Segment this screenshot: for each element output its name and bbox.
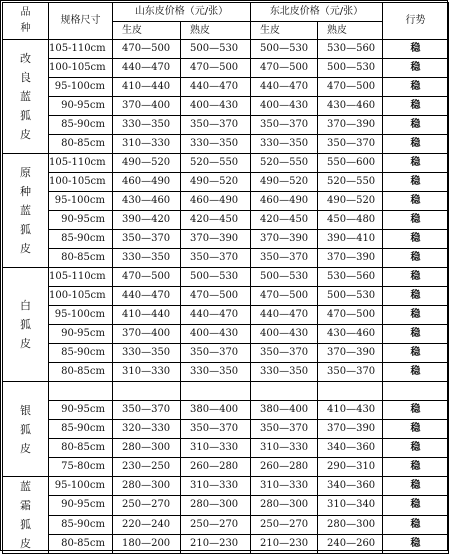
dongbei-cooked-price: 430—460 bbox=[318, 325, 383, 344]
shandong-cooked-price: 370—390 bbox=[181, 230, 251, 249]
shandong-raw-price: 440—470 bbox=[113, 59, 181, 78]
shandong-raw-price: 330—350 bbox=[113, 116, 181, 135]
dongbei-raw-price: 280—300 bbox=[251, 496, 318, 515]
table-row bbox=[3, 268, 449, 287]
shandong-cooked-price: 280—300 bbox=[181, 496, 251, 515]
shandong-cooked-price: 330—350 bbox=[181, 135, 251, 154]
header-shandong-price: 山东皮价格（元/张） bbox=[113, 3, 251, 22]
size-cell: 95-100cm bbox=[49, 78, 113, 97]
table-row bbox=[3, 439, 449, 458]
table-row bbox=[3, 344, 449, 363]
size-cell bbox=[49, 382, 113, 401]
shandong-cooked-price: 330—350 bbox=[181, 363, 251, 382]
trend-cell: 稳 bbox=[383, 287, 449, 306]
shandong-raw-price: 250—270 bbox=[113, 496, 181, 515]
size-cell: 100-105cm bbox=[49, 173, 113, 192]
dongbei-raw-price: 250—270 bbox=[251, 515, 318, 534]
dongbei-cooked-price: 430—460 bbox=[318, 97, 383, 116]
trend-cell: 稳 bbox=[383, 515, 449, 534]
dongbei-raw-price: 520—550 bbox=[251, 154, 318, 173]
size-cell: 85-90cm bbox=[49, 515, 113, 534]
trend-cell: 稳 bbox=[383, 135, 449, 154]
table-row bbox=[3, 154, 449, 173]
size-cell: 95-100cm bbox=[49, 306, 113, 325]
dongbei-cooked-price: 390—410 bbox=[318, 230, 383, 249]
shandong-cooked-price: 400—430 bbox=[181, 325, 251, 344]
dongbei-cooked-price: 470—500 bbox=[318, 78, 383, 97]
trend-cell: 稳 bbox=[383, 439, 449, 458]
dongbei-raw-price: 420—450 bbox=[251, 211, 318, 230]
size-cell: 90-95cm bbox=[49, 97, 113, 116]
trend-cell: 稳 bbox=[383, 363, 449, 382]
table-row bbox=[3, 211, 449, 230]
shandong-cooked-price: 440—470 bbox=[181, 78, 251, 97]
shandong-cooked-price: 420—450 bbox=[181, 211, 251, 230]
shandong-raw-price: 370—400 bbox=[113, 325, 181, 344]
shandong-raw-price: 460—490 bbox=[113, 173, 181, 192]
product-name-cell: 原种蓝狐皮 bbox=[3, 154, 49, 268]
table-row bbox=[3, 306, 449, 325]
trend-cell: 稳 bbox=[383, 59, 449, 78]
shandong-raw-price: 350—370 bbox=[113, 401, 181, 420]
shandong-raw-price: 410—440 bbox=[113, 306, 181, 325]
trend-cell: 稳 bbox=[383, 249, 449, 268]
dongbei-cooked-price: 520—550 bbox=[318, 173, 383, 192]
size-cell: 90-95cm bbox=[49, 401, 113, 420]
shandong-raw-price: 370—400 bbox=[113, 97, 181, 116]
shandong-raw-price: 230—250 bbox=[113, 458, 181, 477]
table-row bbox=[3, 477, 449, 496]
dongbei-cooked-price bbox=[318, 382, 383, 401]
shandong-raw-price: 320—330 bbox=[113, 420, 181, 439]
trend-cell: 稳 bbox=[383, 173, 449, 192]
shandong-cooked-price: 440—470 bbox=[181, 306, 251, 325]
trend-cell: 稳 bbox=[383, 230, 449, 249]
shandong-cooked-price: 380—400 bbox=[181, 401, 251, 420]
shandong-raw-price: 180—200 bbox=[113, 534, 181, 553]
dongbei-raw-price: 370—390 bbox=[251, 230, 318, 249]
header-trend: 行势 bbox=[383, 3, 449, 40]
shandong-raw-price: 330—350 bbox=[113, 344, 181, 363]
trend-cell: 稳 bbox=[383, 306, 449, 325]
dongbei-raw-price: 350—370 bbox=[251, 249, 318, 268]
size-cell: 105-110cm bbox=[49, 40, 113, 59]
shandong-cooked-price: 210—230 bbox=[181, 534, 251, 553]
table-row bbox=[3, 496, 449, 515]
size-cell: 90-95cm bbox=[49, 325, 113, 344]
shandong-cooked-price: 500—530 bbox=[181, 40, 251, 59]
header-product: 品种 bbox=[3, 3, 49, 40]
dongbei-raw-price: 350—370 bbox=[251, 420, 318, 439]
dongbei-raw-price: 440—470 bbox=[251, 78, 318, 97]
dongbei-cooked-price: 280—300 bbox=[318, 515, 383, 534]
table-row bbox=[3, 40, 449, 59]
product-name-cell: 银狐皮 bbox=[3, 382, 49, 477]
trend-cell: 稳 bbox=[383, 116, 449, 135]
shandong-raw-price: 470—500 bbox=[113, 268, 181, 287]
trend-cell: 稳 bbox=[383, 496, 449, 515]
dongbei-raw-price: 310—330 bbox=[251, 439, 318, 458]
shandong-raw-price: 280—300 bbox=[113, 477, 181, 496]
table-row bbox=[3, 401, 449, 420]
table-row bbox=[3, 515, 449, 534]
shandong-cooked-price: 350—370 bbox=[181, 420, 251, 439]
shandong-cooked-price: 460—490 bbox=[181, 192, 251, 211]
dongbei-raw-price: 330—350 bbox=[251, 363, 318, 382]
header-size: 规格尺寸 bbox=[49, 3, 113, 40]
table-row bbox=[3, 287, 449, 306]
dongbei-cooked-price: 550—600 bbox=[318, 154, 383, 173]
size-cell: 80-85cm bbox=[49, 439, 113, 458]
size-cell: 90-95cm bbox=[49, 211, 113, 230]
size-cell: 85-90cm bbox=[49, 116, 113, 135]
dongbei-cooked-price: 240—260 bbox=[318, 534, 383, 553]
dongbei-cooked-price: 500—530 bbox=[318, 59, 383, 78]
dongbei-raw-price: 490—520 bbox=[251, 173, 318, 192]
size-cell: 80-85cm bbox=[49, 249, 113, 268]
table-row bbox=[3, 97, 449, 116]
trend-cell: 稳 bbox=[383, 154, 449, 173]
shandong-cooked-price: 470—500 bbox=[181, 287, 251, 306]
shandong-raw-price: 410—440 bbox=[113, 78, 181, 97]
dongbei-cooked-price: 370—390 bbox=[318, 420, 383, 439]
dongbei-raw-price: 380—400 bbox=[251, 401, 318, 420]
table-row bbox=[3, 249, 449, 268]
table-row bbox=[3, 116, 449, 135]
dongbei-raw-price: 470—500 bbox=[251, 287, 318, 306]
trend-cell: 稳 bbox=[383, 401, 449, 420]
shandong-raw-price: 280—300 bbox=[113, 439, 181, 458]
shandong-raw-price: 430—460 bbox=[113, 192, 181, 211]
header-sd-cooked: 熟皮 bbox=[181, 22, 251, 40]
dongbei-raw-price: 440—470 bbox=[251, 306, 318, 325]
dongbei-cooked-price: 410—430 bbox=[318, 401, 383, 420]
dongbei-cooked-price: 290—310 bbox=[318, 458, 383, 477]
header-sd-raw: 生皮 bbox=[113, 22, 181, 40]
dongbei-cooked-price: 370—390 bbox=[318, 249, 383, 268]
dongbei-raw-price: 310—330 bbox=[251, 477, 318, 496]
size-cell: 100-105cm bbox=[49, 287, 113, 306]
trend-cell: 稳 bbox=[383, 458, 449, 477]
shandong-raw-price bbox=[113, 382, 181, 401]
table-row bbox=[3, 534, 449, 553]
header-db-raw: 生皮 bbox=[251, 22, 318, 40]
size-cell: 80-85cm bbox=[49, 135, 113, 154]
shandong-raw-price: 330—350 bbox=[113, 249, 181, 268]
size-cell: 90-95cm bbox=[49, 496, 113, 515]
table-row bbox=[3, 363, 449, 382]
product-name-cell: 改良蓝狐皮 bbox=[3, 40, 49, 154]
dongbei-raw-price: 400—430 bbox=[251, 325, 318, 344]
trend-cell: 稳 bbox=[383, 534, 449, 553]
shandong-cooked-price: 350—370 bbox=[181, 249, 251, 268]
dongbei-raw-price: 400—430 bbox=[251, 97, 318, 116]
size-cell: 85-90cm bbox=[49, 230, 113, 249]
dongbei-cooked-price: 450—480 bbox=[318, 211, 383, 230]
dongbei-raw-price: 460—490 bbox=[251, 192, 318, 211]
dongbei-cooked-price: 340—360 bbox=[318, 477, 383, 496]
dongbei-raw-price: 500—530 bbox=[251, 40, 318, 59]
size-cell: 85-90cm bbox=[49, 420, 113, 439]
size-cell: 75-80cm bbox=[49, 458, 113, 477]
shandong-cooked-price bbox=[181, 382, 251, 401]
fox-fur-price-table bbox=[2, 2, 449, 554]
shandong-raw-price: 220—240 bbox=[113, 515, 181, 534]
shandong-cooked-price: 350—370 bbox=[181, 116, 251, 135]
header-dongbei-price: 东北皮价格（元/张） bbox=[251, 3, 383, 22]
dongbei-cooked-price: 310—340 bbox=[318, 496, 383, 515]
trend-cell: 稳 bbox=[383, 211, 449, 230]
header-row-1 bbox=[3, 3, 449, 22]
table-row bbox=[3, 420, 449, 439]
dongbei-raw-price: 470—500 bbox=[251, 59, 318, 78]
product-name-cell: 白狐皮 bbox=[3, 268, 49, 382]
size-cell: 95-100cm bbox=[49, 477, 113, 496]
size-cell: 80-85cm bbox=[49, 363, 113, 382]
trend-cell: 稳 bbox=[383, 192, 449, 211]
shandong-cooked-price: 500—530 bbox=[181, 268, 251, 287]
trend-cell: 稳 bbox=[383, 477, 449, 496]
shandong-raw-price: 470—500 bbox=[113, 40, 181, 59]
dongbei-raw-price: 330—350 bbox=[251, 135, 318, 154]
trend-cell: 稳 bbox=[383, 420, 449, 439]
shandong-cooked-price: 490—520 bbox=[181, 173, 251, 192]
shandong-raw-price: 490—520 bbox=[113, 154, 181, 173]
dongbei-cooked-price: 370—390 bbox=[318, 344, 383, 363]
shandong-cooked-price: 250—270 bbox=[181, 515, 251, 534]
dongbei-cooked-price: 350—370 bbox=[318, 135, 383, 154]
dongbei-raw-price: 350—370 bbox=[251, 344, 318, 363]
header-db-cooked: 熟皮 bbox=[318, 22, 383, 40]
dongbei-raw-price: 260—280 bbox=[251, 458, 318, 477]
size-cell: 85-90cm bbox=[49, 344, 113, 363]
trend-cell: 稳 bbox=[383, 78, 449, 97]
dongbei-cooked-price: 490—520 bbox=[318, 192, 383, 211]
table-row bbox=[3, 230, 449, 249]
table-row bbox=[3, 325, 449, 344]
shandong-cooked-price: 310—330 bbox=[181, 477, 251, 496]
shandong-cooked-price: 260—280 bbox=[181, 458, 251, 477]
shandong-raw-price: 310—330 bbox=[113, 363, 181, 382]
shandong-cooked-price: 470—500 bbox=[181, 59, 251, 78]
table-row bbox=[3, 135, 449, 154]
shandong-raw-price: 390—420 bbox=[113, 211, 181, 230]
shandong-cooked-price: 520—550 bbox=[181, 154, 251, 173]
trend-cell: 稳 bbox=[383, 97, 449, 116]
shandong-raw-price: 440—470 bbox=[113, 287, 181, 306]
dongbei-raw-price: 500—530 bbox=[251, 268, 318, 287]
shandong-cooked-price: 400—430 bbox=[181, 97, 251, 116]
table-row bbox=[3, 382, 449, 401]
product-name-cell: 蓝霜狐皮 bbox=[3, 477, 49, 554]
dongbei-raw-price: 350—370 bbox=[251, 116, 318, 135]
table-row bbox=[3, 59, 449, 78]
trend-cell: 稳 bbox=[383, 344, 449, 363]
trend-cell bbox=[383, 382, 449, 401]
dongbei-cooked-price: 350—370 bbox=[318, 363, 383, 382]
dongbei-raw-price bbox=[251, 382, 318, 401]
trend-cell: 稳 bbox=[383, 325, 449, 344]
dongbei-cooked-price: 470—500 bbox=[318, 306, 383, 325]
table-row bbox=[3, 458, 449, 477]
dongbei-cooked-price: 370—390 bbox=[318, 116, 383, 135]
dongbei-cooked-price: 530—560 bbox=[318, 268, 383, 287]
dongbei-cooked-price: 340—360 bbox=[318, 439, 383, 458]
size-cell: 105-110cm bbox=[49, 154, 113, 173]
table-row bbox=[3, 173, 449, 192]
size-cell: 105-110cm bbox=[49, 268, 113, 287]
size-cell: 95-100cm bbox=[49, 192, 113, 211]
table-row bbox=[3, 192, 449, 211]
trend-cell: 稳 bbox=[383, 40, 449, 59]
shandong-cooked-price: 310—330 bbox=[181, 439, 251, 458]
shandong-raw-price: 310—330 bbox=[113, 135, 181, 154]
trend-cell: 稳 bbox=[383, 268, 449, 287]
shandong-raw-price: 350—370 bbox=[113, 230, 181, 249]
size-cell: 100-105cm bbox=[49, 59, 113, 78]
shandong-cooked-price: 350—370 bbox=[181, 344, 251, 363]
dongbei-raw-price: 210—230 bbox=[251, 534, 318, 553]
table-row bbox=[3, 78, 449, 97]
size-cell: 80-85cm bbox=[49, 534, 113, 553]
dongbei-cooked-price: 500—530 bbox=[318, 287, 383, 306]
dongbei-cooked-price: 530—560 bbox=[318, 40, 383, 59]
